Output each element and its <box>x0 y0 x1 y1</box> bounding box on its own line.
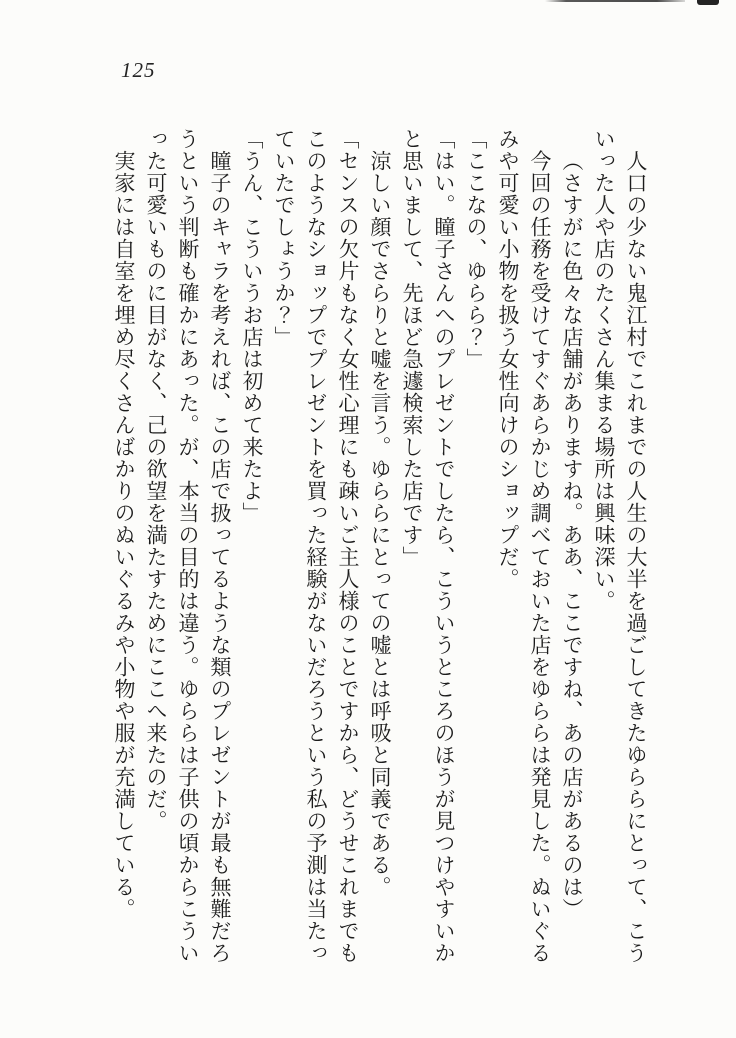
text-line: 「はい。瞳子さんへのプレゼントでしたら、こういうところのほうが見つけやすいか <box>432 128 456 964</box>
text-line: （さすがに色々な店舗がありますね。ああ、ここですね、あの店があるのは） <box>560 150 584 920</box>
top-edge-rule-fragment <box>545 0 685 2</box>
text-line: 「ここなの、ゆらら？」 <box>464 128 488 370</box>
text-line: 実家には自室を埋め尽くさんばかりのぬいぐるみや小物や服が充満している。 <box>112 150 136 920</box>
page-number: 125 <box>121 58 156 82</box>
text-line: いった人や店のたくさん集まる場所は興味深い。 <box>592 128 616 612</box>
text-line: 涼しい顔でさらりと嘘を言う。ゆららにとっての嘘とは呼吸と同義である。 <box>368 150 392 898</box>
text-line: 今回の任務を受けてすぐあらかじめ調べておいた店をゆららは発見した。ぬいぐる <box>528 150 552 964</box>
text-line: 人口の少ない鬼江村でこれまでの人生の大半を過ごしてきたゆららにとって、こう <box>624 150 648 964</box>
text-line: 瞳子のキャラを考えれば、この店で扱ってるような類のプレゼントが最も無難だろ <box>208 150 232 964</box>
text-block <box>108 128 652 996</box>
text-line: みや可愛い小物を扱う女性向けのショップだ。 <box>496 128 520 590</box>
text-line: と思いまして、先ほど急遽検索した店です」 <box>400 128 424 568</box>
text-line: ていたでしょうか？」 <box>272 128 296 348</box>
text-line: うという判断も確かにあった。が、本当の目的は違う。ゆららは子供の頃からこうい <box>176 128 200 964</box>
text-line: 「センスの欠片もなく女性心理にも疎いご主人様のことですから、どうせこれまでも <box>336 128 360 964</box>
top-edge-ink-mark <box>697 0 719 5</box>
text-line: った可愛いものに目がなく、己の欲望を満たすためにここへ来たのだ。 <box>144 128 168 832</box>
text-line: このようなショップでプレゼントを買った経験がないだろうという私の予測は当たっ <box>304 128 328 964</box>
text-line: 「うん、こういうお店は初めて来たよ」 <box>240 128 264 524</box>
